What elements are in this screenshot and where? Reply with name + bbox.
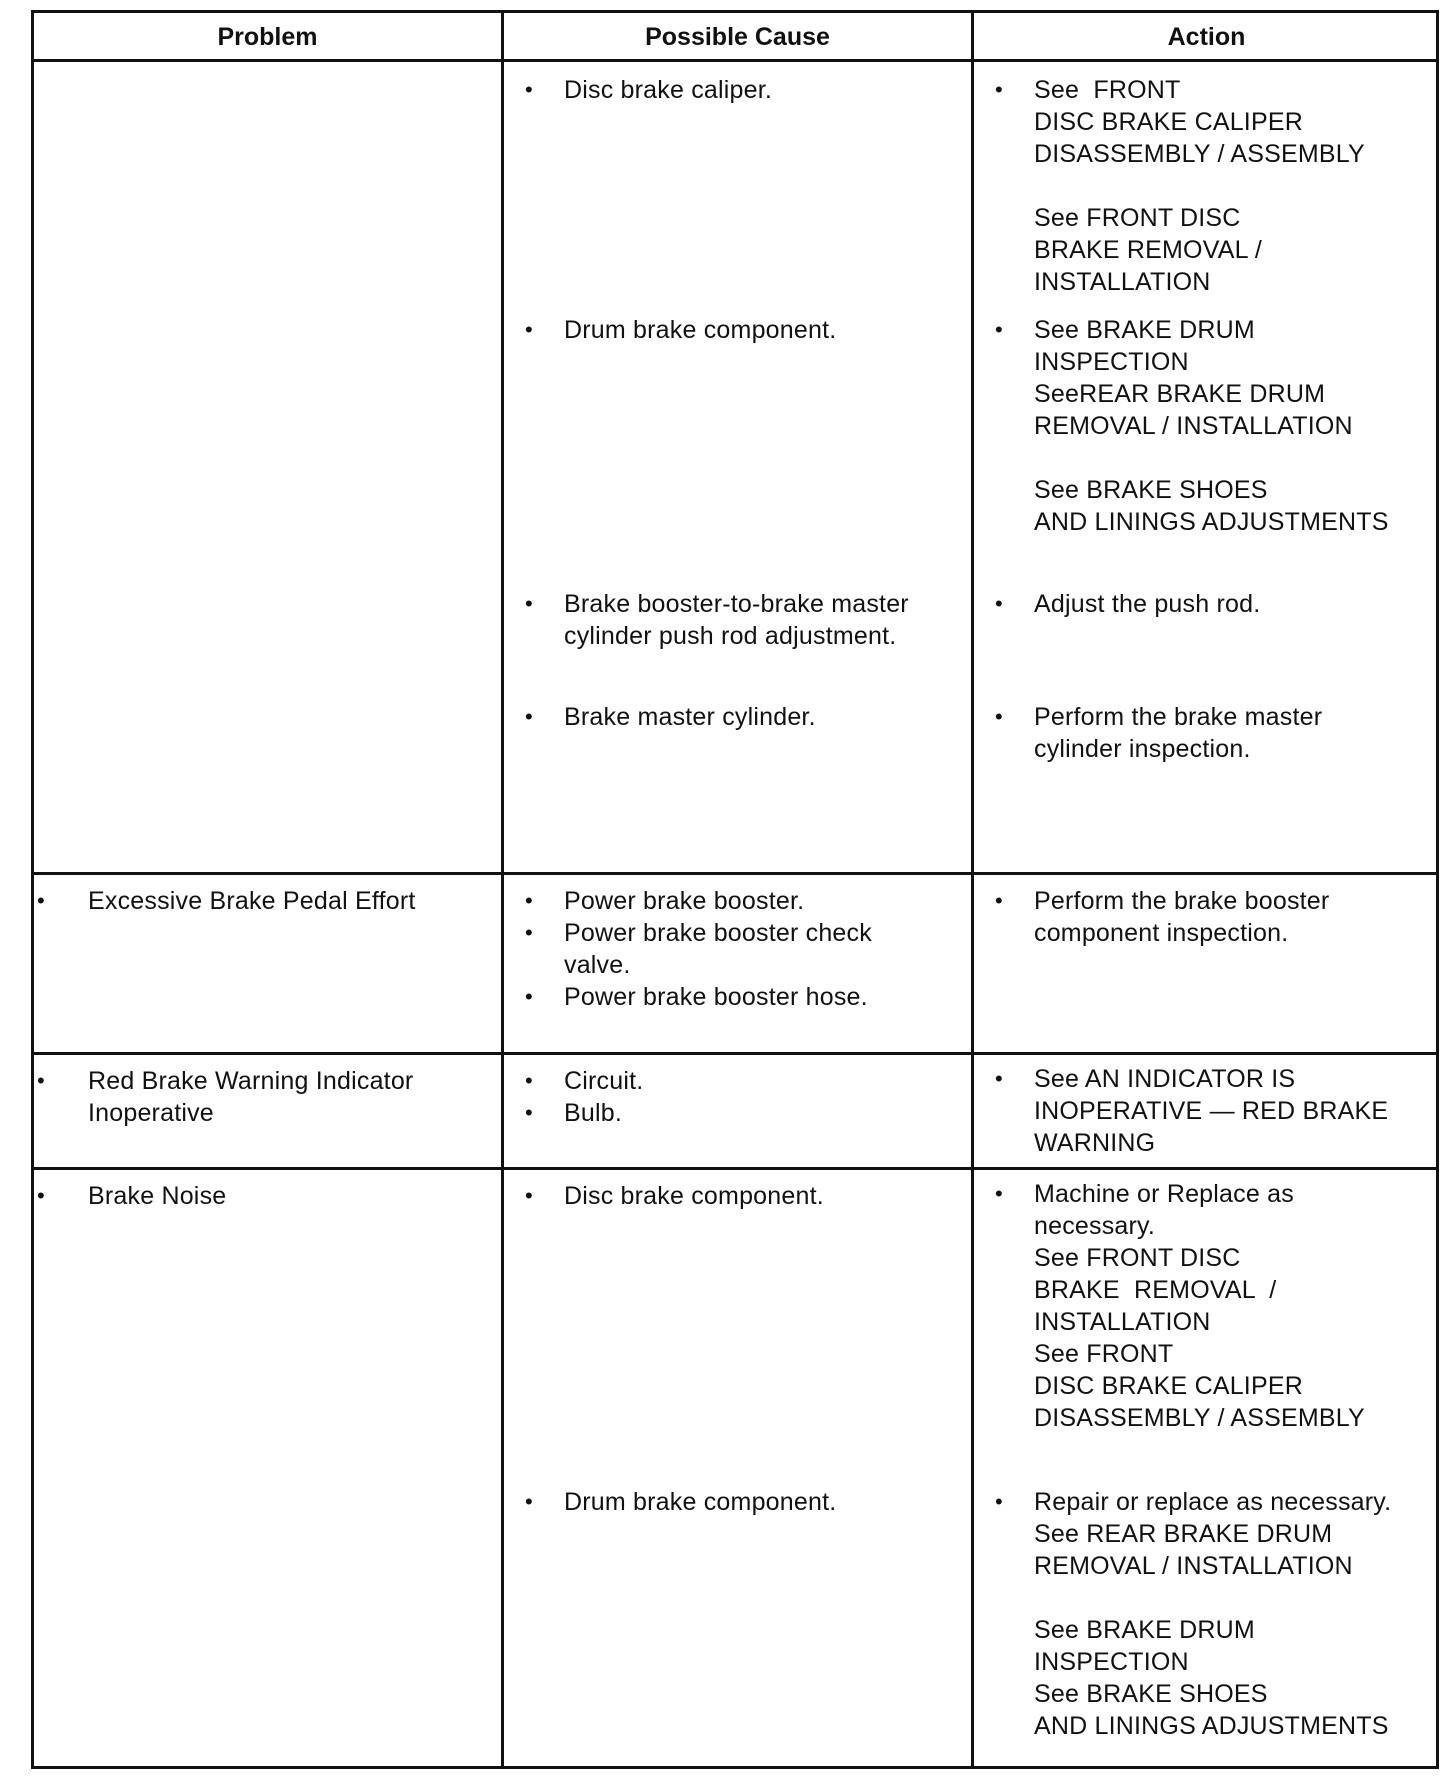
action-text-line: WARNING: [1034, 1129, 1156, 1157]
bullet-icon: •: [995, 888, 1003, 913]
problem-item: • Brake Noise: [34, 1180, 481, 1212]
bullet-icon: •: [525, 888, 533, 913]
header-action: Action: [1167, 22, 1246, 51]
action-text-line: BRAKE REMOVAL /: [1034, 1276, 1277, 1304]
cause-item: • Circuit.: [504, 1065, 971, 1097]
action-item: [974, 701, 1439, 765]
header-problem: Problem: [217, 22, 318, 51]
cause-cell: [504, 875, 971, 1052]
action-text-line: AND LININGS ADJUSTMENTS: [1034, 1712, 1389, 1740]
problem-cell: [34, 875, 501, 1052]
action-text-line: REMOVAL / INSTALLATION: [1034, 412, 1353, 440]
action-item: [974, 1178, 1439, 1434]
action-item: [974, 74, 1439, 298]
action-text-line: Adjust the push rod.: [1034, 590, 1261, 618]
action-text-line: INSTALLATION: [1034, 268, 1211, 296]
bullet-icon: •: [525, 1489, 533, 1514]
cause-item: • Bulb.: [504, 1097, 971, 1129]
bullet-icon: •: [995, 591, 1003, 616]
action-item: [974, 1063, 1439, 1159]
bullet-icon: •: [995, 317, 1003, 342]
cause-item: • Disc brake component.: [504, 1180, 971, 1212]
bullet-icon: •: [37, 1068, 45, 1093]
action-text-line: INSTALLATION: [1034, 1308, 1211, 1336]
action-text-line: Perform the brake master: [1034, 703, 1323, 731]
action-text-line: REMOVAL / INSTALLATION: [1034, 1552, 1353, 1580]
bullet-icon: •: [525, 984, 533, 1009]
action-text-line: Repair or replace as necessary.: [1034, 1488, 1392, 1516]
action-cell: [974, 62, 1439, 872]
bullet-icon: •: [525, 1068, 533, 1093]
table-row: [34, 62, 1436, 872]
action-cell: [974, 1055, 1439, 1167]
cause-item: • Power brake booster hose.: [504, 981, 941, 1013]
bullet-icon: •: [525, 591, 533, 616]
bullet-icon: •: [525, 77, 533, 102]
cause-cell: [504, 1170, 971, 1766]
action-text-line: See AN INDICATOR IS: [1034, 1065, 1296, 1093]
cause-cell: [504, 62, 971, 872]
action-text-line: DISC BRAKE CALIPER: [1034, 1372, 1303, 1400]
bullet-icon: •: [525, 920, 533, 945]
bullet-icon: •: [995, 1181, 1003, 1206]
table-row: [34, 875, 1436, 1052]
cause-item: • Power brake booster check valve.: [504, 917, 941, 981]
action-item: [974, 1486, 1439, 1742]
action-text-line: DISASSEMBLY / ASSEMBLY: [1034, 140, 1365, 168]
action-text-line: Machine or Replace as: [1034, 1180, 1294, 1208]
problem-item: • Excessive Brake Pedal Effort: [34, 885, 481, 917]
action-text-line: INSPECTION: [1034, 348, 1189, 376]
cause-item: • Power brake booster.: [504, 885, 941, 917]
action-text-line: necessary.: [1034, 1212, 1156, 1240]
table-row: [34, 1055, 1436, 1167]
action-text-line: See FRONT: [1034, 76, 1181, 104]
cause-item: • Drum brake component.: [504, 1486, 971, 1518]
action-text-line: See FRONT: [1034, 1340, 1174, 1368]
bullet-icon: •: [525, 1183, 533, 1208]
cause-item: • Disc brake caliper.: [504, 74, 971, 106]
bullet-icon: •: [995, 1066, 1003, 1091]
action-text-line: INOPERATIVE — RED BRAKE: [1034, 1097, 1389, 1125]
action-text-line: cylinder inspection.: [1034, 735, 1251, 763]
bullet-icon: •: [995, 704, 1003, 729]
action-text-line: AND LININGS ADJUSTMENTS: [1034, 508, 1389, 536]
action-text-line: SeeREAR BRAKE DRUM: [1034, 380, 1326, 408]
action-text-line: INSPECTION: [1034, 1648, 1189, 1676]
table-row: [34, 1170, 1436, 1766]
action-text-line: BRAKE REMOVAL /: [1034, 236, 1263, 264]
action-item: [974, 885, 1439, 949]
action-cell: [974, 875, 1439, 1052]
action-text-line: See REAR BRAKE DRUM: [1034, 1520, 1333, 1548]
action-text-line: See BRAKE SHOES: [1034, 1680, 1268, 1708]
bullet-icon: •: [525, 317, 533, 342]
bullet-icon: •: [525, 1100, 533, 1125]
header-possible-cause: Possible Cause: [645, 22, 830, 51]
problem-cell: [34, 1170, 501, 1766]
action-item: [974, 588, 1439, 620]
problem-cell: [34, 62, 501, 872]
action-text-line: See BRAKE DRUM: [1034, 1616, 1255, 1644]
problem-item: • Red Brake Warning Indicator Inoperative: [34, 1065, 461, 1129]
cause-item: • Brake master cylinder.: [504, 701, 971, 733]
action-text-line: See BRAKE DRUM: [1034, 316, 1255, 344]
bullet-icon: •: [37, 888, 45, 913]
problem-cell: [34, 1055, 501, 1167]
action-text-line: DISC BRAKE CALIPER: [1034, 108, 1303, 136]
bullet-icon: •: [525, 704, 533, 729]
action-text-line: See FRONT DISC: [1034, 204, 1241, 232]
action-item: [974, 314, 1439, 538]
bullet-icon: •: [995, 1489, 1003, 1514]
action-text-line: See BRAKE SHOES: [1034, 476, 1268, 504]
action-cell: [974, 1170, 1439, 1766]
action-text-line: component inspection.: [1034, 919, 1289, 947]
bullet-icon: •: [995, 77, 1003, 102]
action-text-line: Perform the brake booster: [1034, 887, 1330, 915]
cause-item: • Brake booster-to-brake master cylinder push rod adjustment.: [504, 588, 941, 652]
action-text-line: See FRONT DISC: [1034, 1244, 1241, 1272]
diagnosis-table: [31, 10, 1439, 1769]
cause-item: • Drum brake component.: [504, 314, 971, 346]
cause-cell: [504, 1055, 971, 1167]
action-text-line: DISASSEMBLY / ASSEMBLY: [1034, 1404, 1365, 1432]
bullet-icon: •: [37, 1183, 45, 1208]
